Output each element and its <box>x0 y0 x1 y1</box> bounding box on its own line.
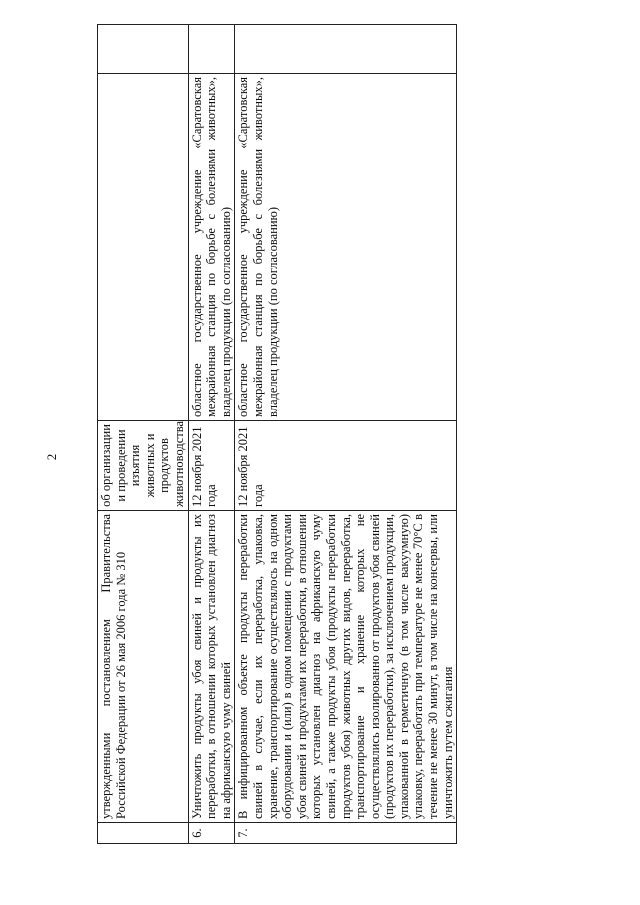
cell-activity: Уничтожить продукты убоя свиней и продукты их переработки, в отношении которых установлен диагноз на африканскую чуму свиней <box>188 511 235 823</box>
cell-number: 7. <box>235 823 457 844</box>
cell-number: 6. <box>188 823 235 844</box>
table-row <box>235 25 457 844</box>
rotated-table-container <box>97 43 455 844</box>
cell-extra <box>98 25 189 74</box>
cell-extra <box>188 25 235 74</box>
cell-activity: утвержденными постановлением Правительства Российской Федерации от 26 мая 2006 года № 310 <box>98 511 189 823</box>
cell-number <box>98 823 189 844</box>
cell-date: 12 ноября 2021 года <box>235 421 457 511</box>
cell-extra <box>235 25 457 74</box>
cell-date: об организации и проведении изъятия животных и продуктов животноводства <box>98 421 189 511</box>
table-row <box>188 25 235 844</box>
cell-responsible: областное государственное учреждение «Саратовская межрайонная станция по борьбе с болезнями животных», владелец продукции (по согласованию) <box>188 74 235 421</box>
cell-date: 12 ноября 2021 года <box>188 421 235 511</box>
measures-table <box>97 24 457 844</box>
page-number: 2 <box>44 453 59 461</box>
cell-activity: В инфицированном объекте продукты переработки свиней в случае, если их переработка, упаковка, хранение, транспортирование осуществлялось на одном оборудовании и (или) в одном помещении с продуктами убоя свиней и продуктами их переработки, в отношении которых установлен диагноз на африканскую чуму свиней, а также продукты убоя (продукты переработки продуктов убоя) животных других видов, переработка, транспортирование и хранение которых не осуществлялись изолированно от продуктов убоя свиней (продуктов их переработки), за исключением продукции, упакованной в герметичную (в том числе вакуумную) упаковку, переработать при температуре не менее 70°С в течение не менее 30 минут, в том числе на консервы, или уничтожить путем сжигания <box>235 511 457 823</box>
cell-responsible: областное государственное учреждение «Саратовская межрайонная станция по борьбе с болезнями животных», владелец продукции (по согласованию) <box>235 74 457 421</box>
table-row-continuation <box>98 25 189 844</box>
cell-responsible <box>98 74 189 421</box>
